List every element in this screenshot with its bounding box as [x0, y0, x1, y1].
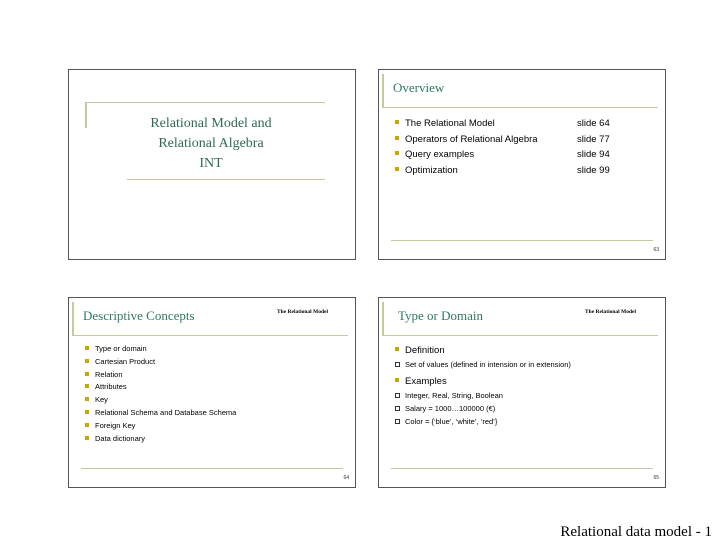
- slide-heading: Type or Domain: [398, 308, 484, 323]
- page-footer: Relational data model - 1: [560, 524, 712, 540]
- list-item: Data dictionary: [85, 433, 236, 446]
- example-subitem: Salary = 1000…100000 (€): [395, 402, 571, 415]
- bullet-icon: [85, 384, 89, 388]
- section-label: The Relational Model: [585, 309, 637, 315]
- bullet-icon: [395, 136, 399, 140]
- overview-list: [395, 116, 610, 178]
- title-line-1: Relational Model and: [150, 116, 272, 131]
- slide-type-or-domain: [378, 297, 666, 488]
- list-item: Optimization slide 99: [395, 163, 610, 179]
- section-label: The Relational Model: [277, 309, 329, 315]
- slide-heading: Descriptive Concepts: [83, 308, 195, 323]
- bullet-icon: [85, 346, 89, 350]
- definition-block: [395, 343, 571, 428]
- bullet-icon: [85, 397, 89, 401]
- list-item: Operators of Relational Algebra slide 77: [395, 132, 610, 148]
- page-number: 65: [653, 475, 659, 481]
- list-item: Key: [85, 394, 236, 407]
- definition-subitem: Set of values (defined in intension or in extension): [395, 358, 571, 371]
- title-line-2: Relational Algebra: [158, 136, 264, 151]
- checkbox-bullet-icon: [395, 406, 400, 411]
- list-item: Foreign Key: [85, 420, 236, 433]
- bullet-icon: [395, 347, 399, 351]
- decor-hbar-top: [72, 335, 348, 336]
- title-line-3: INT: [199, 156, 223, 171]
- slide-heading: Overview: [393, 80, 445, 95]
- bullet-icon: [395, 167, 399, 171]
- decor-vbar: [85, 102, 87, 128]
- decor-hbar-bottom: [391, 468, 653, 469]
- decor-hbar-bottom: [81, 468, 343, 469]
- list-item: Type or domain: [85, 343, 236, 356]
- example-subitem: Color = {‘blue’, ‘white’, ‘red’}: [395, 415, 571, 428]
- decor-hbar-top: [382, 107, 658, 108]
- definition-item: Definition: [395, 343, 571, 358]
- page-number: 63: [653, 247, 659, 253]
- page-number: 64: [343, 475, 349, 481]
- list-item: The Relational Model slide 64: [395, 116, 610, 132]
- slide-title: [68, 69, 356, 260]
- checkbox-bullet-icon: [395, 362, 400, 367]
- bullet-icon: [395, 120, 399, 124]
- example-subitem: Integer, Real, String, Boolean: [395, 389, 571, 402]
- list-item: Cartesian Product: [85, 356, 236, 369]
- bullet-icon: [85, 436, 89, 440]
- slide-overview: [378, 69, 666, 260]
- bullet-icon: [85, 423, 89, 427]
- presentation-title: [109, 114, 313, 174]
- examples-item: Examples: [395, 374, 571, 389]
- decor-hbar-bottom: [391, 240, 653, 241]
- list-item: Relation: [85, 369, 236, 382]
- bullet-icon: [85, 359, 89, 363]
- list-item: Query examples slide 94: [395, 147, 610, 163]
- slide-descriptive-concepts: [68, 297, 356, 488]
- decor-hbar-bottom: [127, 179, 325, 180]
- decor-vbar: [72, 302, 74, 336]
- decor-vbar: [382, 302, 384, 336]
- bullet-icon: [395, 378, 399, 382]
- bullet-icon: [85, 410, 89, 414]
- bullet-icon: [85, 372, 89, 376]
- bullet-icon: [395, 151, 399, 155]
- checkbox-bullet-icon: [395, 419, 400, 424]
- concepts-list: [85, 343, 236, 445]
- list-item: Attributes: [85, 381, 236, 394]
- decor-hbar-top: [85, 102, 325, 103]
- list-item: Relational Schema and Database Schema: [85, 407, 236, 420]
- checkbox-bullet-icon: [395, 393, 400, 398]
- decor-hbar-top: [382, 335, 658, 336]
- decor-vbar: [382, 74, 384, 108]
